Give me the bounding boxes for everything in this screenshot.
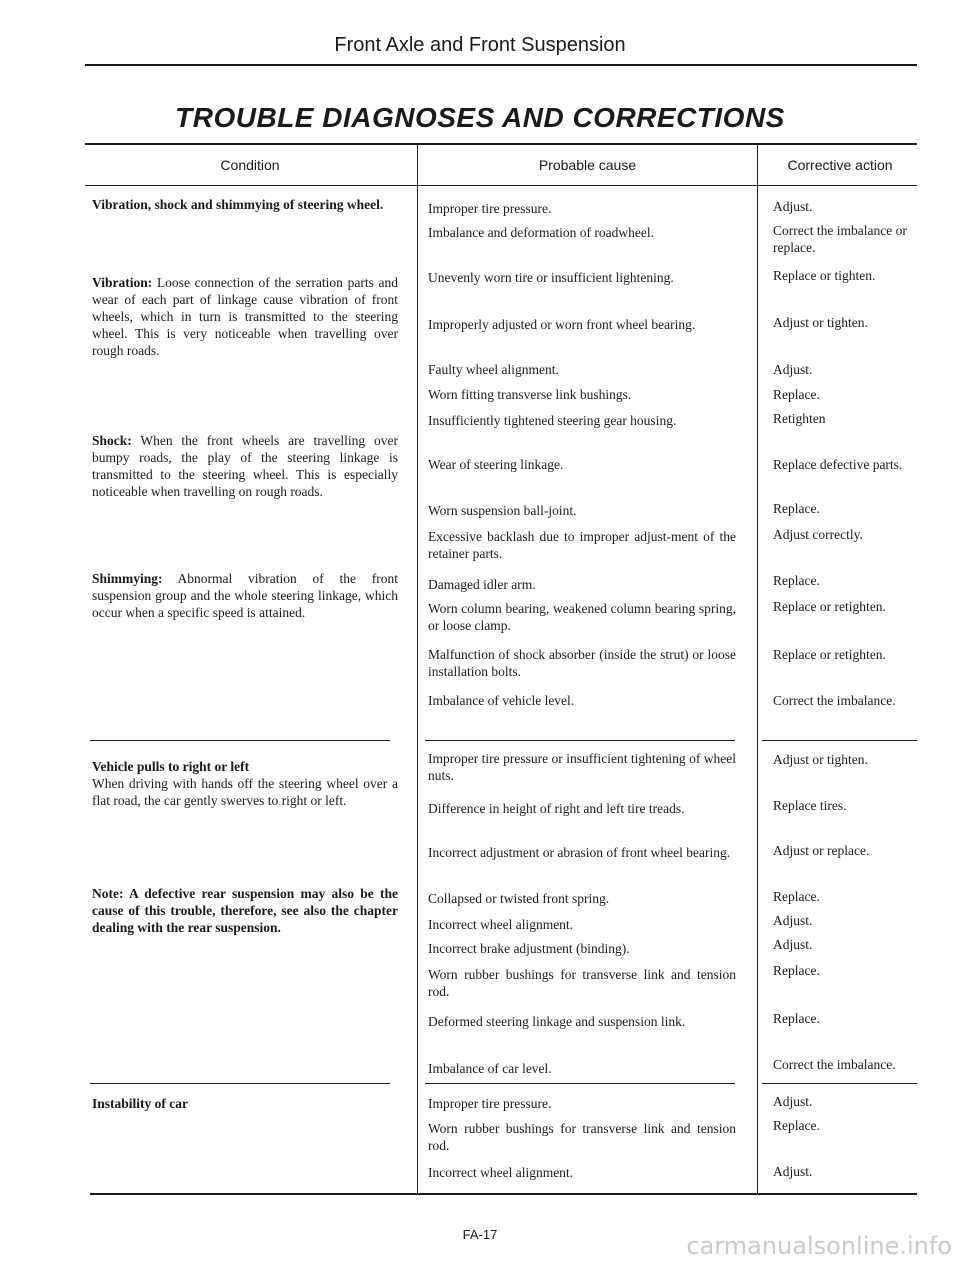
condition-shimmying: Shimmying: Abnormal vibration of the front suspension group and the whole steering linkage, which occur when a specific speed is attained. (92, 571, 398, 620)
cause-item: Damaged idler arm. (428, 577, 536, 592)
cause-item: Collapsed or twisted front spring. (428, 891, 610, 906)
page-number: FA-17 (462, 1227, 498, 1242)
action-item: Replace tires. (773, 798, 847, 813)
divider-1 (417, 143, 418, 1195)
condition-pulls-note: Note: A defective rear suspension may also be the cause of this trouble, therefore, see also the chapter dealing with the rear suspension. (92, 886, 398, 935)
action-item: Replace or retighten. (773, 647, 886, 662)
cause-item: Imbalance of vehicle level. (428, 693, 575, 708)
group-rule (425, 740, 735, 741)
action-item: Adjust. (773, 1094, 813, 1109)
action-item: Replace. (773, 963, 820, 978)
cause-item: Difference in height of right and left tire treads. (428, 801, 685, 816)
condition-pulls-desc: When driving with hands off the steering wheel over a flat road, the car gently swerves to right or left. (92, 776, 398, 808)
condition-instability-title: Instability of car (92, 1096, 188, 1111)
cause-item: Deformed steering linkage and suspension link. (428, 1014, 686, 1029)
cause-item: Improper tire pressure. (428, 201, 552, 216)
action-item: Correct the imbalance. (773, 693, 896, 708)
action-item: Adjust correctly. (773, 527, 863, 542)
divider-2 (757, 143, 758, 1195)
cause-item: Improper tire pressure. (428, 1096, 552, 1111)
cause-item: Incorrect wheel alignment. (428, 917, 574, 932)
action-item: Adjust. (773, 199, 813, 214)
action-item: Replace. (773, 1118, 820, 1133)
action-item: Adjust or replace. (773, 843, 870, 858)
action-item: Replace. (773, 387, 820, 402)
condition-pulls-title: Vehicle pulls to right or left (92, 759, 250, 774)
table-top-rule (85, 143, 917, 145)
group-rule (425, 1083, 735, 1084)
action-item: Adjust. (773, 1164, 813, 1179)
col-condition-heading: Condition (220, 157, 280, 173)
action-item: Replace. (773, 889, 820, 904)
condition-shock: Shock: When the front wheels are travelling over bumpy roads, the play of the steering linkage is transmitted to the steering wheel. This is especially noticeable when travelling on rough roads. (92, 433, 398, 499)
cause-item: Malfunction of shock absorber (inside the strut) or loose installation bolts. (428, 647, 736, 679)
cause-item: Incorrect adjustment or abrasion of front wheel bearing. (428, 845, 731, 860)
group-rule (90, 740, 390, 741)
action-item: Adjust or tighten. (773, 752, 868, 767)
cause-item: Worn rubber bushings for transverse link and tension rod. (428, 1121, 736, 1153)
group-rule (762, 740, 917, 741)
action-item: Replace defective parts. (773, 457, 903, 472)
watermark: carmanualsonline.info (686, 1232, 952, 1260)
condition-vibration: Vibration: Loose connection of the serration parts and wear of each part of linkage cause vibration of front wheels, which in turn is transmitted to the steering wheel. This is very noticeable when travelling over rough roads. (92, 275, 398, 358)
cause-item: Imbalance of car level. (428, 1061, 552, 1076)
col-action-heading: Corrective action (787, 157, 893, 173)
cause-item: Wear of steering linkage. (428, 457, 564, 472)
table-bottom-rule (90, 1193, 917, 1195)
group-rule (762, 1083, 917, 1084)
action-item: Adjust. (773, 937, 813, 952)
cause-item: Worn suspension ball-joint. (428, 503, 577, 518)
cause-item: Incorrect brake adjustment (binding). (428, 941, 630, 956)
action-item: Replace. (773, 1011, 820, 1026)
cause-item: Excessive backlash due to improper adjust-ment of the retainer parts. (428, 529, 736, 561)
action-item: Retighten (773, 411, 826, 426)
action-item: Replace. (773, 501, 820, 516)
cause-item: Worn column bearing, weakened column bearing spring, or loose clamp. (428, 601, 736, 633)
action-item: Adjust. (773, 913, 813, 928)
heading-rule (85, 185, 917, 186)
cause-item: Unevenly worn tire or insufficient lightening. (428, 270, 674, 285)
header-rule (85, 64, 917, 66)
action-item: Replace or retighten. (773, 599, 886, 614)
col-cause-heading: Probable cause (538, 157, 637, 173)
action-item: Adjust. (773, 362, 813, 377)
cause-item: Improperly adjusted or worn front wheel bearing. (428, 317, 696, 332)
action-item: Adjust or tighten. (773, 315, 868, 330)
condition-1-title: Vibration, shock and shimmying of steering wheel. (92, 197, 384, 212)
cause-item: Improper tire pressure or insufficient tightening of wheel nuts. (428, 751, 736, 783)
cause-item: Worn rubber bushings for transverse link and tension rod. (428, 967, 736, 999)
section-header: Front Axle and Front Suspension (334, 34, 626, 56)
cause-item: Incorrect wheel alignment. (428, 1165, 574, 1180)
action-item: Correct the imbalance or replace. (773, 223, 907, 255)
group-rule (90, 1083, 390, 1084)
action-item: Replace or tighten. (773, 268, 876, 283)
action-item: Correct the imbalance. (773, 1057, 896, 1072)
cause-item: Insufficiently tightened steering gear housing. (428, 413, 677, 428)
cause-item: Imbalance and deformation of roadwheel. (428, 225, 655, 240)
page-title: TROUBLE DIAGNOSES AND CORRECTIONS (175, 102, 785, 133)
cause-item: Worn fitting transverse link bushings. (428, 387, 632, 402)
action-item: Replace. (773, 573, 820, 588)
cause-item: Faulty wheel alignment. (428, 362, 559, 377)
